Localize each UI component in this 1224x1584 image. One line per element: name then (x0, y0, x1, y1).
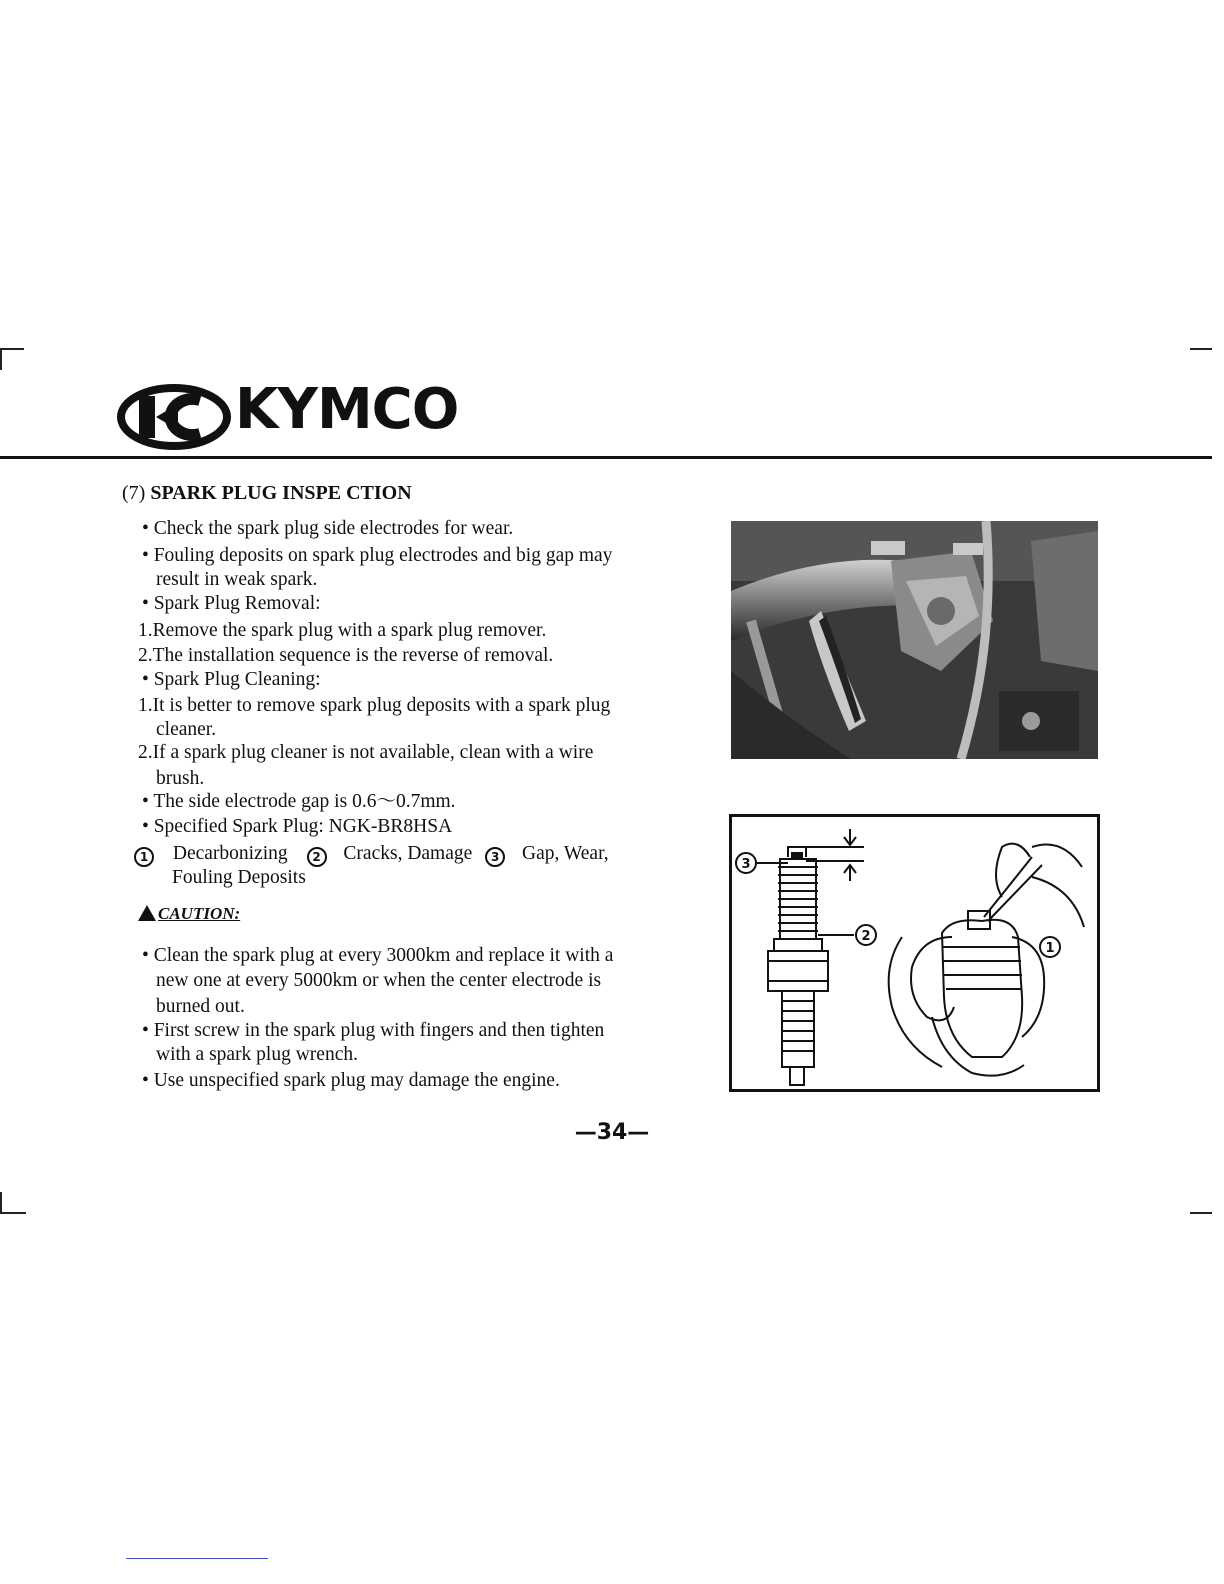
legend-item-3-cont: Fouling Deposits (172, 867, 306, 888)
warning-triangle-icon (138, 905, 156, 921)
callout-labels (736, 853, 1060, 957)
diagram-callout-3: 3 (741, 857, 751, 872)
spark-plug-diagram (729, 814, 1100, 1092)
crop-mark-top-right-h (1190, 348, 1212, 350)
brand-name: KYMCO (235, 377, 459, 442)
text-line: cleaner. (156, 719, 217, 740)
text-line: 1.Remove the spark plug with a spark plug remover. (138, 620, 547, 641)
text-line: • Spark Plug Removal: (142, 593, 321, 614)
text-line: 2.The installation sequence is the reverse of removal. (138, 645, 554, 666)
spark-plug-illustration (732, 817, 1097, 1089)
crop-mark-bottom-left-h (0, 1212, 26, 1214)
caution-line: • Use unspecified spark plug may damage the engine. (142, 1070, 560, 1091)
kymco-logo (116, 377, 476, 450)
header-rule (0, 456, 1212, 459)
text-line: • Spark Plug Cleaning: (142, 669, 321, 690)
engine-photo (731, 521, 1098, 759)
text-line: brush. (156, 768, 205, 789)
crop-mark-top-left-v (0, 348, 2, 370)
legend-item-1: Decarbonizing (172, 843, 288, 864)
caution-line: burned out. (156, 996, 245, 1017)
callout-1-icon: 1 (134, 847, 154, 867)
footer-rule (126, 1558, 268, 1559)
crop-mark-top-left-h (0, 348, 24, 350)
caution-line: • First screw in the spark plug with fingers and then tighten (142, 1020, 605, 1041)
diagram-callout-1: 1 (1045, 941, 1055, 956)
text-line: • The side electrode gap is 0.6～0.7mm. (142, 791, 456, 812)
caution-line: with a spark plug wrench. (156, 1044, 358, 1065)
text-line: 2.If a spark plug cleaner is not available, clean with a wire (138, 742, 594, 763)
callout-3-icon: 3 (485, 847, 505, 867)
page-number: —34— (574, 1120, 650, 1145)
callout-2-icon: 2 (307, 847, 327, 867)
text-line: • Fouling deposits on spark plug electrodes and big gap may (142, 545, 613, 566)
caution-line: new one at every 5000km or when the center electrode is (156, 970, 602, 991)
crop-mark-bottom-left-v (0, 1192, 2, 1214)
text-line: • Specified Spark Plug: NGK-BR8HSA (142, 816, 453, 837)
text-line: 1.It is better to remove spark plug deposits with a spark plug (138, 695, 611, 716)
caution-line: • Clean the spark plug at every 3000km and replace it with a (142, 945, 614, 966)
kymco-emblem-icon (116, 384, 232, 450)
section-title (122, 482, 412, 505)
caution-label: CAUTION: (158, 904, 241, 923)
caution-heading (138, 904, 240, 924)
legend-item-2: Cracks, Damage (343, 843, 473, 864)
legend-row (134, 842, 609, 867)
section-title-text: SPARK PLUG INSPE CTION (150, 482, 412, 504)
section-number: (7) (122, 482, 146, 504)
crop-mark-bottom-right-h (1190, 1212, 1212, 1214)
diagram-callout-2: 2 (861, 929, 871, 944)
legend-item-3: Gap, Wear, (522, 843, 609, 864)
text-line: result in weak spark. (156, 569, 318, 590)
text-line: • Check the spark plug side electrodes for wear. (142, 518, 514, 539)
